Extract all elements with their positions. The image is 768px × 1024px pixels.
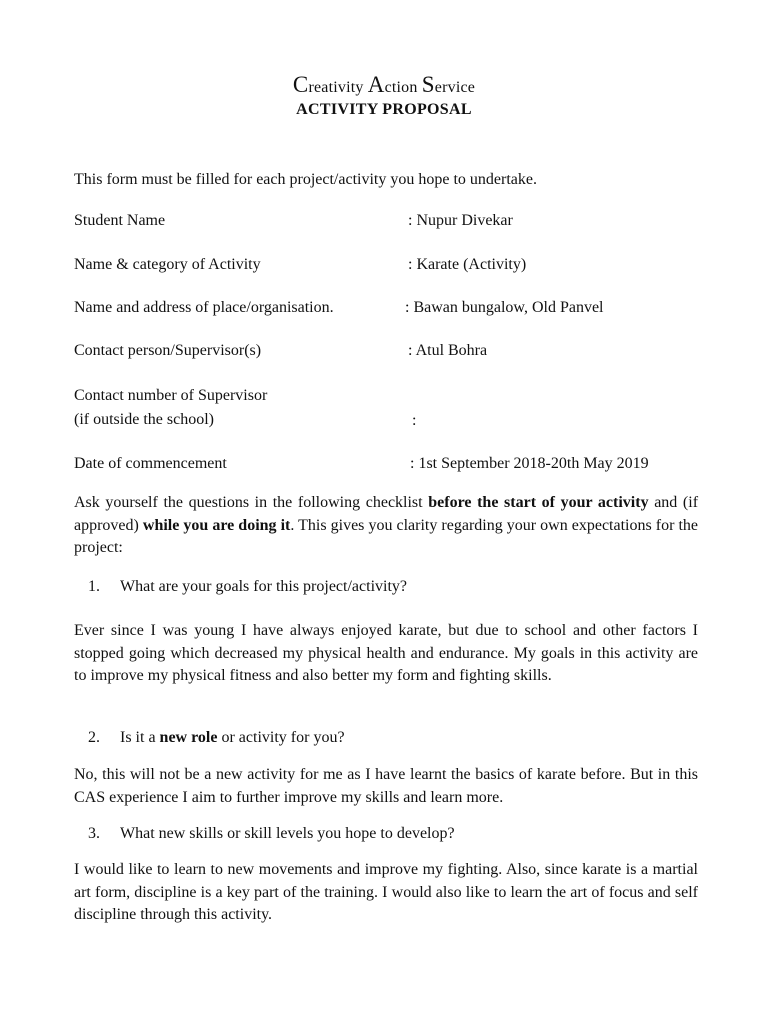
- field-value-student-name: : Nupur Divekar: [408, 212, 513, 229]
- answer-1: Ever since I was young I have always enjoyed karate, but due to school and other factors I stopped going which decreased my physical health and endurance. My goals in this activity are to improve my physical fitness and also better my form and fighting skills.: [74, 622, 698, 684]
- field-label-contact-number-note: (if outside the school): [74, 411, 214, 428]
- field-label-student-name: Student Name: [74, 212, 166, 229]
- field-label-commencement: Date of commencement: [74, 455, 227, 472]
- field-value-contact-number: :: [412, 412, 417, 429]
- question-1: 1. What are your goals for this project/activity?: [88, 578, 408, 595]
- document-subtitle: ACTIVITY PROPOSAL: [296, 101, 472, 118]
- document-title: Creativity Action Service: [292, 72, 476, 97]
- field-label-place: Name and address of place/organisation.: [74, 299, 334, 316]
- checklist-intro: Ask yourself the questions in the following checklist before the start of your activity and (if approved) while you are doing it. This gives you clarity regarding your own expectations for the project:: [74, 494, 699, 556]
- answer-2: No, this will not be a new activity for me as I have learnt the basics of karate before. But in this CAS experience I aim to further improve my skills and learn more.: [74, 766, 698, 806]
- field-value-place: : Bawan bungalow, Old Panvel: [405, 299, 604, 316]
- question-3: 3. What new skills or skill levels you hope to develop?: [88, 825, 455, 842]
- field-label-contact-number: Contact number of Supervisor: [74, 387, 268, 404]
- intro-text: This form must be filled for each project/activity you hope to undertake.: [74, 171, 537, 188]
- field-value-supervisor: : Atul Bohra: [408, 342, 488, 359]
- question-2: 2. Is it a new role or activity for you?: [88, 729, 345, 746]
- document-header: [0, 74, 768, 120]
- field-label-supervisor: Contact person/Supervisor(s): [74, 342, 262, 359]
- field-label-activity: Name & category of Activity: [74, 256, 261, 273]
- answer-3: I would like to learn to new movements and improve my fighting. Also, since karate is a martial art form, discipline is a key part of the training. I would also like to learn the art of focus and self discipline through this activity.: [74, 861, 698, 923]
- field-value-activity: : Karate (Activity): [408, 256, 527, 273]
- field-value-commencement: : 1st September 2018-20th May 2019: [410, 455, 649, 472]
